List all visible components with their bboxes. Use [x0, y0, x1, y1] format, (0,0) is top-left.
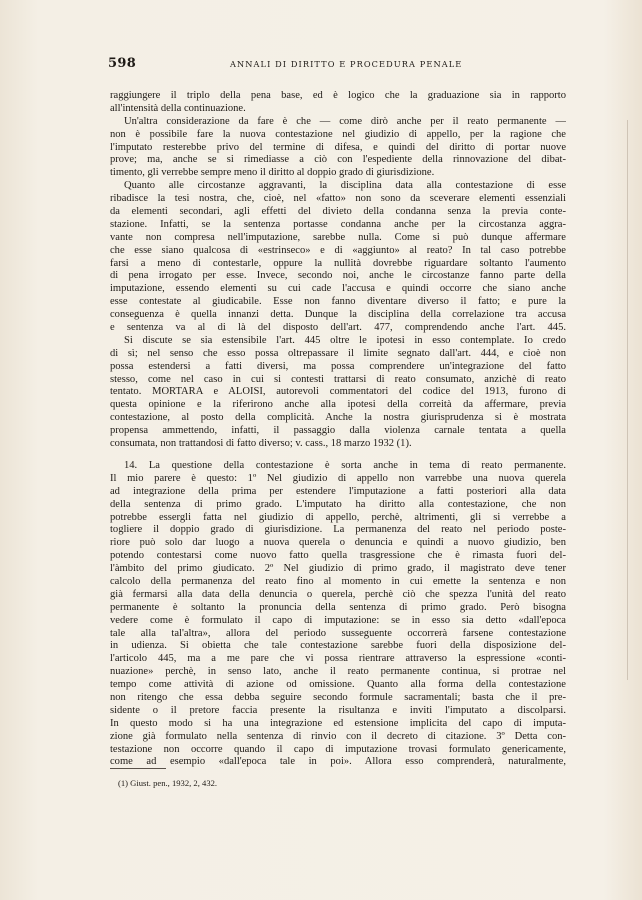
- text-line: togliere il doppio grado di giurisdizione. La permanenza del reato nel periodo poste-: [110, 524, 566, 536]
- text-line: propensa ammettendo, infatti, il passaggio dalla violenza carnale tentata a quella: [110, 425, 566, 437]
- text-line: l'articolo 445, ma a me pare che vi possa rientrare attraverso la espressione «conti-: [110, 653, 566, 665]
- text-line: tempo come attività di azione od omissione. Quanto alla forma della contestazione: [110, 679, 566, 691]
- text-line: questa opinione e la riferirono anche alla ipotesi della correità da affermare, previa: [110, 399, 566, 411]
- footnote: (1) Giust. pen., 1932, 2, 432.: [118, 778, 218, 788]
- text-line: come ad esempio «dall'epoca tale in poi». Allora esso comprenderà, naturalmente,: [110, 756, 566, 768]
- text-line: possa estendersi a fatti diversi, ma possa comprendere un'integrazione del fatto: [110, 360, 566, 372]
- text-line: della sentenza di primo grado. L'imputato ha diritto alla contestazione, che non: [110, 498, 566, 510]
- text-line: nuazione» perchè, in senso lato, anche il reato permanente continua, si protrae nel: [110, 666, 566, 678]
- footnote-divider: [110, 768, 166, 769]
- text-line: raggiungere il triplo della pena base, ed è logico che la graduazione sia in rapporto: [110, 90, 566, 101]
- text-line: da elementi secondari, agli effetti del divieto della condanna senza la previa conte-: [110, 206, 566, 218]
- text-line: già fermarsi alla data della denuncia o querela, perchè ciò che spezza l'unità del reato: [110, 588, 566, 600]
- text-line: in udienza. Si obietta che tale contestazione sarebbe fuori della disposizione del-: [110, 640, 566, 652]
- text-line: stazione. Infatti, se la sentenza portasse condanna anche per la circostanza aggra-: [110, 218, 566, 230]
- text-line: all'intensità della continuazione.: [110, 102, 246, 114]
- page-header: [108, 56, 566, 74]
- text-line: farsi a meno di contestarle, oppure la nullità dovrebbe riguardare soltanto l'aumento: [110, 257, 566, 269]
- text-line: e sentenza va al di là del disposto dell'art. 477, comprendendo anche l'art. 445.: [110, 322, 566, 334]
- text-line: In questo modo si ha una integrazione ed estensione implicita del capo di imputa-: [110, 717, 566, 729]
- text-line: esse contestate al giudicabile. Esse non fanno diventare diverso il fatto; e pure la: [110, 296, 566, 308]
- text-line: ad integrazione della prima per estendere l'imputazione a fatti posteriori alla data: [110, 485, 566, 497]
- text-line: stesso, come nel caso in cui si contesti trattarsi di reato consumato, anzichè di reato: [110, 373, 566, 385]
- text-line: consumata, non trattandosi di fatto diverso; v. cass., 18 marzo 1932 (1).: [110, 438, 412, 450]
- body-text: [110, 90, 566, 782]
- text-line: zione già formulato nella sentenza di rinvio con il decreto di citazione. 3º Detta con-: [110, 730, 566, 742]
- text-line: sidente o il pretore faccia presente la risultanza e inviti l'imputato a discolparsi.: [110, 704, 566, 716]
- text-line: non ritengo che essa debba seguire secondo formule sacramentali; basta che il pre-: [110, 691, 566, 703]
- text-line: imputazione, essendo elementi su cui cade l'accusa e quindi occorre che siano anche: [110, 283, 566, 295]
- text-line: vante non compresa nell'imputazione, sarebbe nulla. Come si può dunque affermare: [110, 231, 566, 243]
- text-line: calcolo della permanenza del reato fino al momento in cui emette la sentenza e non: [110, 575, 566, 587]
- section-heading-line: 14. La questione della contestazione è sorta anche in tema di reato permanente.: [124, 459, 566, 471]
- text-line: Si discute se sia estensibile l'art. 445 oltre le ipotesi in esso contemplate. Io credo: [124, 334, 566, 346]
- text-line: conseguenza è quella innanzi detta. Dunque la disciplina della correlazione tra accusa: [110, 309, 566, 321]
- text-line: Il mio parere è questo: 1º Nel giudizio di appello non varrebbe una nuova querela: [110, 472, 566, 484]
- text-line: l'imputato resterebbe privo del termine di difesa, e quindi del diritto di portar nuove: [110, 141, 566, 153]
- text-line: testazione non occorre quando il capo di imputazione trovasi formulato genericamente,: [110, 743, 566, 755]
- text-line: di sì; nel senso che esso possa oltrepassare il limite segnato dall'art. 444, e cioè non: [110, 347, 566, 359]
- text-line: non è possibile fare la nuova contestazione nel giudizio di appello, per la ragione che: [110, 128, 566, 140]
- text-line: di pena irrogato per esse. Invece, secondo noi, anche le circostanze fanno parte della: [110, 270, 566, 282]
- text-line: ribadisce la tesi nostra, che, cioè, nel «fatto» non sono da sceverare elementi essenziali: [110, 193, 566, 205]
- text-line: Quanto alle circostanze aggravanti, la disciplina data alla contestazione di esse: [124, 180, 566, 192]
- running-title: ANNALI DI DIRITTO E PROCEDURA PENALE: [230, 59, 463, 69]
- text-line: l'àmbito del primo giudicato. 2º Nel giudizio di primo grado, il magistrato deve tener: [110, 563, 566, 575]
- text-line: potendo contestarsi come nuovo fatto quella trasgressione che è rimasta fuori del-: [110, 550, 566, 562]
- text-line: vedere come è formulato il capo di imputazione: se in esso sia detto «dall'epoca: [110, 614, 566, 626]
- text-line: Un'altra considerazione da fare è che — come dirò anche per il reato permanente —: [124, 115, 566, 127]
- page-number: 598: [108, 56, 137, 71]
- text-line: che esse siano qualcosa di «estrinseco» e di «aggiunto» al reato? In tal caso potrebbe: [110, 244, 566, 256]
- text-line: tentato. MORTARA e ALOISI, autorevoli commentatori del codice del 1913, furono di: [110, 386, 566, 398]
- text-line: timento, gli verrebbe sempre meno il diritto al doppio grado di giurisdizione.: [110, 167, 435, 179]
- text-line: prove; ma, anche se si rimediasse a ciò con l'espediente della rinnovazione del dibat-: [110, 154, 566, 166]
- text-line: permanente è soltanto la pronuncia della sentenza di primo grado. Però bisogna: [110, 601, 566, 613]
- scan-margin-line: [627, 120, 628, 680]
- text-line: tale alla tal'altra», allora del periodo susseguente occorrerà farsene contestazione: [110, 627, 566, 639]
- text-line: potrebbe essergli fatta nel giudizio di appello, perchè, altrimenti, gli si verrebbe a: [110, 511, 566, 523]
- section-gap: [110, 451, 566, 460]
- text-line: contestazione, al posto della complicità. Anche la nostra giurisprudenza si è mostrata: [110, 412, 566, 424]
- text-line: riore può solo dar luogo a nuova querela o denuncia e quindi a nuovo giudizio, ben: [110, 537, 566, 549]
